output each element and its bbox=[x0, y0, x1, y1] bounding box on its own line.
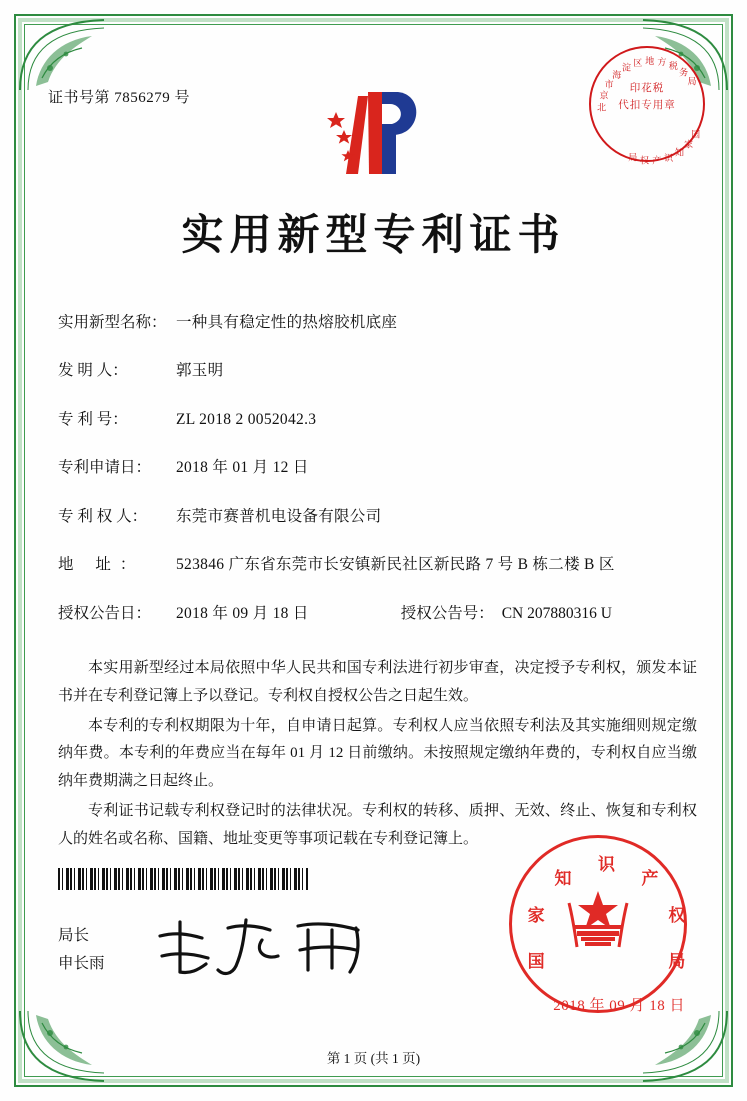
signature-role: 局长 bbox=[58, 927, 90, 944]
signature-block bbox=[58, 922, 105, 978]
field-label: 地 址： bbox=[58, 556, 145, 574]
barcode bbox=[58, 868, 308, 890]
field-value: ZL 2018 2 0052042.3 bbox=[176, 410, 317, 428]
tax-seal-line1: 印花税 bbox=[629, 83, 665, 94]
field-list bbox=[58, 312, 699, 651]
field-row bbox=[58, 312, 699, 334]
field-label: 实用新型名称： bbox=[58, 314, 167, 331]
tax-seal-line2: 代扣专用章 bbox=[618, 100, 676, 111]
paragraph: 本专利的专利权期限为十年，自申请日起算。专利权人应当依照专利法及其实施细则规定缴纳年费。本专利的年费应当在每年 01 月 12 日前缴纳。未按照规定缴纳年费的，专利权自应当缴纳年费期满之日起终止。 bbox=[58, 717, 697, 789]
page-footer: 第 1 页 (共 1 页) bbox=[326, 1051, 421, 1066]
field-value: 郭玉明 bbox=[176, 362, 224, 380]
paragraph: 本实用新型经过本局依照中华人民共和国专利法进行初步审查，决定授予专利权，颁发本证书并在专利登记簿上予以登记。专利权自授权公告之日起生效。 bbox=[58, 660, 697, 704]
page-title: 实用新型专利证书 bbox=[181, 210, 566, 259]
field-label: 专 利 号： bbox=[58, 410, 128, 428]
field-label: 专 利 权 人： bbox=[58, 507, 148, 525]
field-row bbox=[58, 457, 699, 479]
handwritten-signature-icon bbox=[150, 912, 380, 982]
tax-seal-arc-top: 北 京 市 海 淀 区 地 方 税 务 局 bbox=[597, 56, 697, 113]
seal-date: 2018 年 09 月 18 日 bbox=[553, 998, 685, 1014]
field-value: 2018 年 01 月 12 日 bbox=[176, 459, 309, 477]
corner-ornament-icon bbox=[16, 16, 108, 94]
field-row bbox=[58, 360, 699, 382]
field-row bbox=[58, 506, 699, 528]
official-seal: 国 家 知 识 产 权 局 bbox=[509, 835, 687, 1013]
tax-stamp-seal bbox=[589, 46, 705, 166]
field-value: 523846 广东省东莞市长安镇新民社区新民路 7 号 B 栋二楼 B 区 bbox=[176, 556, 615, 574]
field-value: 东莞市赛普机电设备有限公司 bbox=[176, 507, 382, 525]
field-label-secondary: 授权公告号： bbox=[400, 604, 494, 622]
field-value: 一种具有稳定性的热熔胶机底座 bbox=[176, 314, 398, 331]
corner-ornament-icon bbox=[639, 1007, 731, 1085]
corner-ornament-icon bbox=[16, 1007, 108, 1085]
field-row-address bbox=[58, 554, 699, 576]
field-value-secondary: CN 207880316 U bbox=[501, 604, 612, 622]
cnipa-logo-icon bbox=[322, 78, 434, 186]
legal-text bbox=[58, 655, 697, 855]
field-label: 授权公告日： bbox=[58, 604, 152, 622]
tax-seal-arc-bottom: 国 家 知 识 产 权 局 bbox=[628, 129, 701, 166]
field-label: 发 明 人： bbox=[58, 362, 128, 380]
certificate-number: 证书号第 7856279 号 bbox=[48, 90, 191, 106]
field-label: 专利申请日： bbox=[58, 459, 152, 477]
field-row-grant bbox=[58, 603, 699, 625]
paragraph: 专利证书记载专利权登记时的法律状况。专利权的转移、质押、无效、终止、恢复和专利权人的姓名或名称、国籍、地址变更等事项记载在专利登记簿上。 bbox=[58, 802, 697, 847]
national-emblem-icon bbox=[559, 885, 637, 963]
field-row bbox=[58, 409, 699, 431]
field-value: 2018 年 09 月 18 日 bbox=[176, 604, 309, 622]
signature-name: 申长雨 bbox=[58, 954, 105, 972]
